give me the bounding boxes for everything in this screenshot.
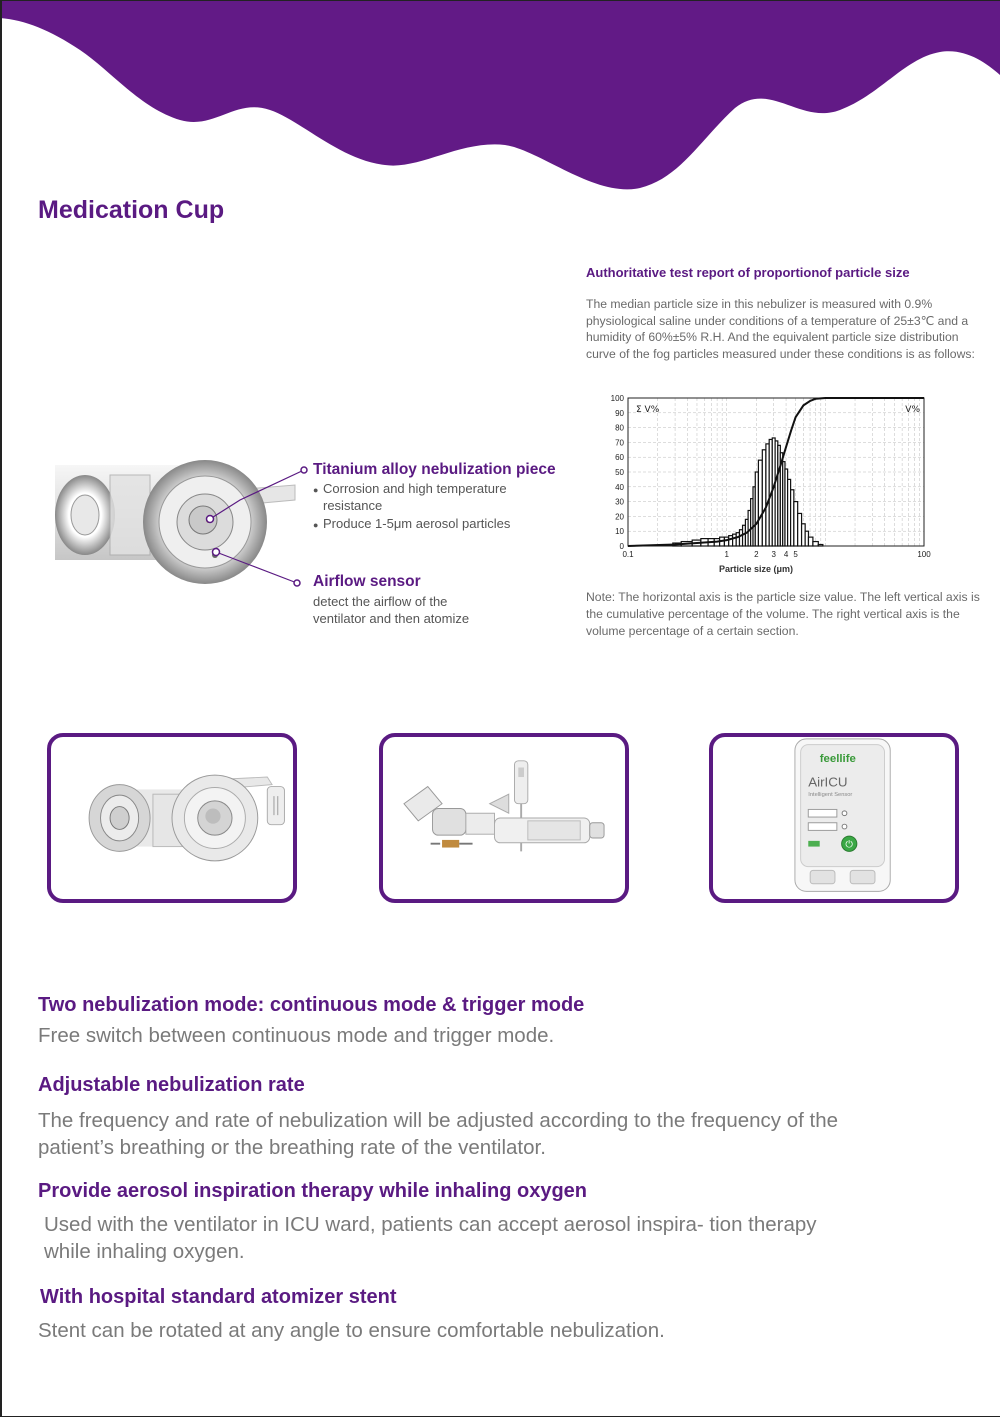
feature-desc: The frequency and rate of nebulization will be adjusted according to the frequency of the patient’s breathing or the breathing rate of the ventilator.: [38, 1109, 839, 1159]
feature-nebulization-mode: [38, 994, 938, 1049]
feature-title: Two nebulization mode: continuous mode & trigger mode: [38, 994, 585, 1016]
product-card-airicu-sensor: [709, 733, 959, 903]
callout-airflow-sensor-title: Airflow sensor: [313, 573, 421, 590]
device-model: AirICU: [808, 774, 848, 790]
page-title: Medication Cup: [38, 196, 225, 224]
feature-desc: Used with the ventilator in ICU ward, patients can accept aerosol inspira- tion therapy while inhaling oxygen.: [44, 1213, 817, 1263]
x-tick-label: 0.1: [622, 550, 634, 559]
y-tick-label: 0: [619, 542, 624, 551]
device-brand: feellife: [819, 752, 856, 765]
product-card-cup: [47, 733, 297, 903]
y-right-axis-label: V%: [905, 405, 920, 415]
histogram-bar: [818, 545, 823, 546]
x-tick-label: 100: [917, 550, 931, 559]
y-tick-label: 10: [615, 527, 624, 537]
airicu-sensor-image: [713, 737, 955, 899]
y-tick-label: 50: [615, 468, 624, 477]
x-tick-label: 3: [771, 550, 776, 559]
feature-adjustable-rate: [38, 1074, 938, 1161]
x-axis-label: Particle size (μm): [718, 564, 794, 574]
callout-bullet: [313, 516, 593, 534]
y-tick-label: 20: [615, 512, 624, 522]
bullet-dot-icon: ●: [313, 520, 319, 530]
feature-desc: Stent can be rotated at any angle to ensure comfortable nebulization.: [38, 1319, 665, 1342]
feature-title: Provide aerosol inspiration therapy while inhaling oxygen: [38, 1180, 588, 1202]
x-tick-label: 4: [783, 550, 789, 559]
callout-airflow-sensor: [313, 573, 553, 627]
report-title: Authoritative test report of proportionof particle size: [586, 265, 910, 280]
report-description: The median particle size in this nebulizer is measured with 0.9% physiological saline under conditions of a temperature of 25±3℃ and a humidity of 60%±5% R.H. And the equivalent particle size distribution curve of the fog particles measured under these conditions is as follows:: [586, 297, 975, 361]
y-tick-label: 40: [615, 482, 624, 492]
callout-nebulization-piece: [313, 461, 593, 534]
cup-image: [51, 737, 293, 899]
callout-airflow-sensor-desc: detect the airflow of the ventilator and then atomize: [313, 594, 470, 626]
bullet-dot-icon: ●: [313, 485, 319, 495]
y-tick-label: 80: [615, 423, 624, 433]
feature-atomizer-stent: [38, 1286, 938, 1344]
x-tick-label: 1: [724, 550, 729, 559]
y-tick-label: 70: [615, 438, 624, 448]
x-tick-label: 2: [754, 550, 759, 559]
y-tick-label: 30: [615, 497, 624, 507]
callout-nebulization-piece-title: Titanium alloy nebulization piece: [313, 461, 556, 478]
y-tick-label: 60: [615, 453, 624, 463]
y-tick-label: 100: [610, 394, 624, 403]
svg-text:⏻: ⏻: [845, 839, 853, 851]
histogram-bar: [813, 542, 818, 546]
callout-bullet-text: Produce 1-5μm aerosol particles: [323, 516, 511, 531]
x-tick-label: 5: [793, 550, 798, 559]
chart-note: Note: The horizontal axis is the particle size value. The left vertical axis is the cumulative percentage of the volume. The right vertical axis is the volume percentage of a certain section.: [586, 590, 980, 638]
particle-size-chart: [600, 390, 940, 580]
header-wave: [0, 0, 1000, 200]
histogram-bar: [724, 537, 728, 546]
feature-desc: Free switch between continuous mode and trigger mode.: [38, 1024, 555, 1047]
y-tick-label: 90: [615, 408, 624, 418]
nebulizer-image: [383, 737, 625, 899]
callout-bullet-text: Corrosion and high temperature resistance: [323, 481, 507, 513]
histogram-bar: [808, 537, 812, 546]
device-subtitle: Intelligent Sensor: [808, 792, 853, 799]
particle-size-chart-svg: [600, 390, 940, 580]
feature-title: With hospital standard atomizer stent: [40, 1286, 397, 1308]
callout-bullet: [313, 481, 593, 514]
medication-cup-image: [55, 460, 300, 585]
y-left-axis-label: Σ V%: [636, 405, 660, 415]
feature-aerosol-therapy: [38, 1180, 938, 1265]
product-card-nebulizer: [379, 733, 629, 903]
feature-title: Adjustable nebulization rate: [38, 1074, 305, 1096]
